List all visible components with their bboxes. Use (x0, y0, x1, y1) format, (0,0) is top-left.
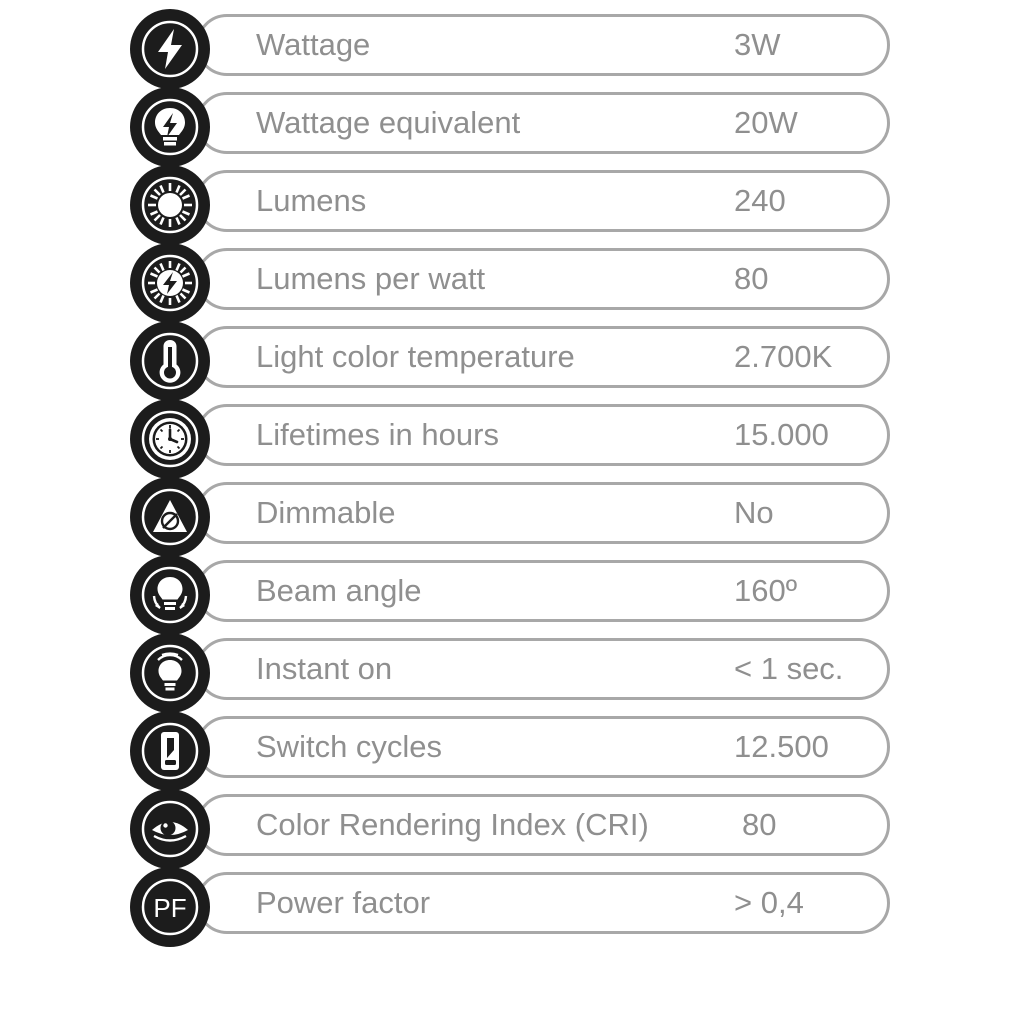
row-label: Lifetimes in hours (256, 417, 499, 452)
row-value: 2.700K (734, 339, 833, 374)
spec-row (0, 240, 1024, 318)
shining-sun-icon (130, 165, 210, 245)
row-label: Beam angle (256, 573, 422, 608)
thermometer-icon (130, 321, 210, 401)
row-label: Light color temperature (256, 339, 575, 374)
row-label: Lumens per watt (256, 261, 486, 296)
row-value: 3W (734, 27, 781, 62)
spec-row (0, 396, 1024, 474)
row-value: 12.500 (734, 729, 829, 764)
sun-lightning-icon (130, 243, 210, 323)
row-value: 20W (734, 105, 798, 140)
row-label: Switch cycles (256, 729, 443, 764)
row-value: 240 (734, 183, 786, 218)
spec-row (0, 708, 1024, 786)
row-label: Wattage equivalent (256, 105, 521, 140)
spec-row (0, 6, 1024, 84)
power-factor-text-icon (130, 867, 210, 947)
beam-angle-bulb-icon (130, 555, 210, 635)
row-label: Dimmable (256, 495, 396, 530)
clock-icon (130, 399, 210, 479)
spec-row (0, 474, 1024, 552)
row-label: Color Rendering Index (CRI) (256, 807, 649, 842)
row-value: < 1 sec. (734, 651, 844, 686)
row-value: 15.000 (734, 417, 829, 452)
row-value: No (734, 495, 774, 530)
row-label: Power factor (256, 885, 431, 920)
eye-icon (130, 789, 210, 869)
row-label: Lumens (256, 183, 367, 218)
spec-row (0, 552, 1024, 630)
dimmer-crossed-out-icon (130, 477, 210, 557)
row-value: 80 (734, 261, 769, 296)
spec-row (0, 84, 1024, 162)
spec-row (0, 318, 1024, 396)
spec-row (0, 864, 1024, 942)
spec-row (0, 162, 1024, 240)
row-value: 160º (734, 573, 798, 608)
instant-on-bulb-icon (130, 633, 210, 713)
spec-row (0, 786, 1024, 864)
row-label: Wattage (256, 27, 371, 62)
light-switch-icon (130, 711, 210, 791)
row-value: 80 (742, 807, 777, 842)
spec-row (0, 630, 1024, 708)
svg-text:PF: PF (153, 893, 187, 923)
lightning-bolt-icon (130, 9, 210, 89)
row-label: Instant on (256, 651, 393, 686)
bulb-lightning-icon (130, 87, 210, 167)
row-value: > 0,4 (734, 885, 804, 920)
